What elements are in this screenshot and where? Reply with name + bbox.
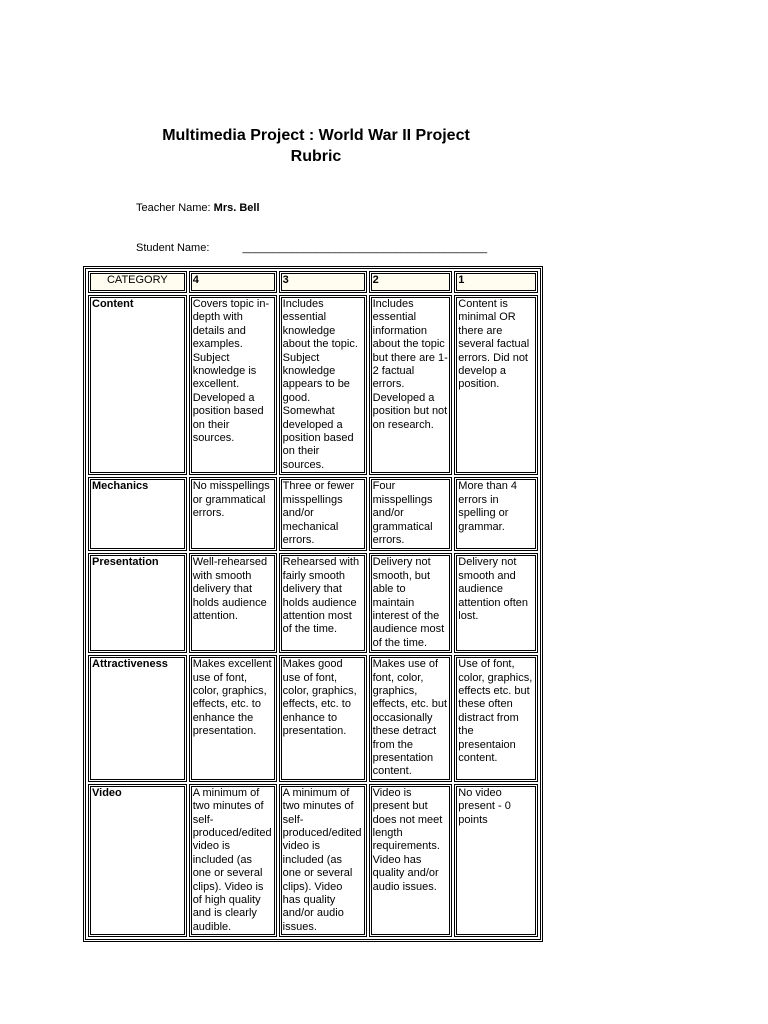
table-cell: Includes essential knowledge about the topic. Subject knowledge appears to be good. Somewhat developed a position based on their sources. <box>279 295 367 475</box>
table-cell: No misspellings or grammatical errors. <box>189 477 277 551</box>
teacher-name-label: Teacher Name: <box>136 202 211 214</box>
table-row <box>88 655 538 782</box>
table-row <box>88 295 538 475</box>
rubric-header-row <box>88 271 538 293</box>
table-cell: Use of font, color, graphics, effects etc. but these often distract from the presentaion content. <box>454 655 538 782</box>
header-level-1: 1 <box>454 271 538 293</box>
student-name-label: Student Name: <box>136 242 210 254</box>
table-row <box>88 784 538 937</box>
student-name-field <box>136 241 487 255</box>
table-cell: Includes essential information about the topic but there are 1-2 factual errors. Developed a position but not on research. <box>369 295 453 475</box>
table-cell: Makes excellent use of font, color, graphics, effects, etc. to enhance the presentation. <box>189 655 277 782</box>
table-cell: Four misspellings and/or grammatical errors. <box>369 477 453 551</box>
row-category-video: Video <box>88 784 187 937</box>
table-cell: Makes use of font, color, graphics, effects, etc. but occasionally these detract from the presentation content. <box>369 655 453 782</box>
table-cell: No video present - 0 points <box>454 784 538 937</box>
header-level-3: 3 <box>279 271 367 293</box>
table-cell: More than 4 errors in spelling or grammar. <box>454 477 538 551</box>
table-cell: Delivery not smooth and audience attention often lost. <box>454 553 538 653</box>
header-level-2: 2 <box>369 271 453 293</box>
student-name-blank: ________________________________________ <box>242 242 488 254</box>
document-title <box>0 125 632 167</box>
header-category: CATEGORY <box>88 271 187 293</box>
table-cell: Rehearsed with fairly smooth delivery that holds audience attention most of the time. <box>279 553 367 653</box>
teacher-name-value: Mrs. Bell <box>213 202 260 214</box>
table-cell: Three or fewer misspellings and/or mechanical errors. <box>279 477 367 551</box>
table-cell: Video is present but does not meet length requirements. Video has quality and/or audio issues. <box>369 784 453 937</box>
table-row <box>88 477 538 551</box>
row-category-presentation: Presentation <box>88 553 187 653</box>
row-category-attractiveness: Attractiveness <box>88 655 187 782</box>
header-level-4: 4 <box>189 271 277 293</box>
table-cell: A minimum of two minutes of self-produced/edited video is included (as one or several clips). Video is of high quality and is clearly audible. <box>189 784 277 937</box>
table-row <box>88 553 538 653</box>
table-cell: Well-rehearsed with smooth delivery that holds audience attention. <box>189 553 277 653</box>
table-cell: Content is minimal OR there are several factual errors. Did not develop a position. <box>454 295 538 475</box>
table-cell: A minimum of two minutes of self-produced/edited video is included (as one or several clips). Video has quality and/or audio issues. <box>279 784 367 937</box>
teacher-name-field <box>136 201 260 215</box>
rubric-table <box>85 268 541 940</box>
table-cell: Makes good use of font, color, graphics, effects, etc. to enhance to presentation. <box>279 655 367 782</box>
title-line-2: Rubric <box>290 148 342 165</box>
row-category-content: Content <box>88 295 187 475</box>
table-cell: Delivery not smooth, but able to maintain interest of the audience most of the time. <box>369 553 453 653</box>
title-line-1: Multimedia Project : World War II Project <box>162 127 470 144</box>
table-cell: Covers topic in-depth with details and examples. Subject knowledge is excellent. Developed a position based on their sources. <box>189 295 277 475</box>
row-category-mechanics: Mechanics <box>88 477 187 551</box>
